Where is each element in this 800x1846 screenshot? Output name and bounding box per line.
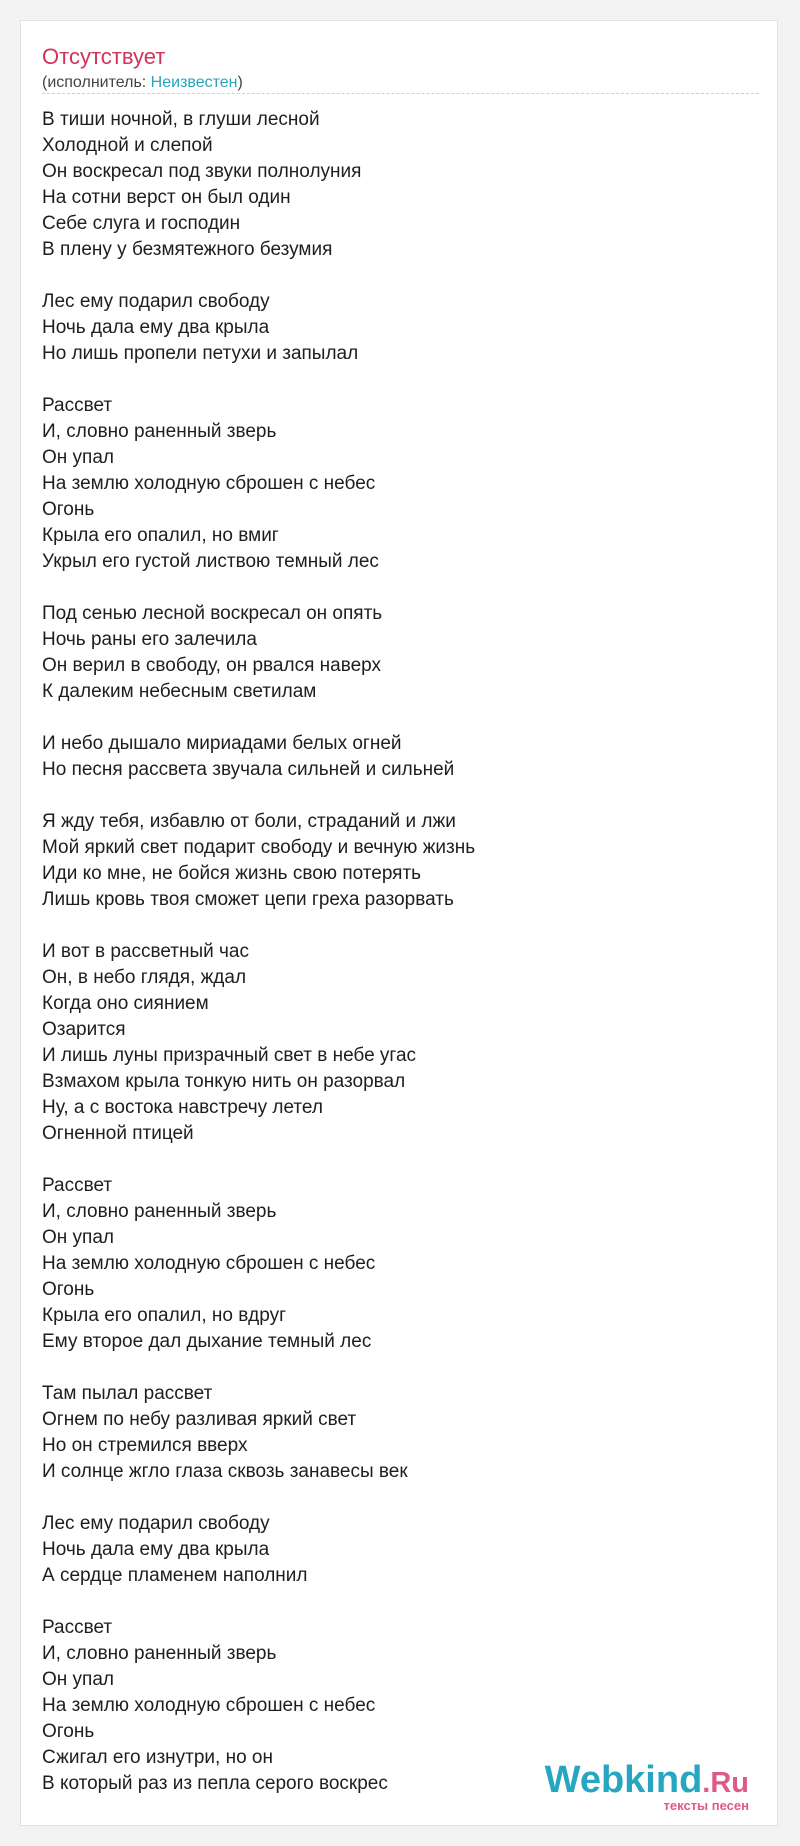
lyric-line: И, словно раненный зверь [42,421,277,442]
lyrics-body [42,107,759,1797]
lyric-line: Но песня рассвета звучала сильней и сильней [42,759,455,780]
lyric-line: Крыла его опалил, но вдруг [42,1305,287,1326]
lyric-line: Огонь [42,499,95,520]
lyric-line: Укрыл его густой листвою темный лес [42,551,379,572]
lyric-line: На сотни верст он был один [42,187,291,208]
stanza-gap [42,1589,759,1615]
performer-prefix: (исполнитель: [42,74,151,91]
lyric-line: И вот в рассветный час [42,941,249,962]
lyric-line: Иди ко мне, не бойся жизнь свою потерять [42,863,422,884]
lyric-line: Ему второе дал дыхание темный лес [42,1331,372,1352]
stanza-gap [42,1485,759,1511]
lyric-line: Он воскресал под звуки полнолуния [42,161,362,182]
lyric-line: На землю холодную сброшен с небес [42,473,376,494]
lyric-line: Он верил в свободу, он рвался наверх [42,655,382,676]
lyric-line: Взмахом крыла тонкую нить он разорвал [42,1071,406,1092]
lyric-line: Он упал [42,447,114,468]
lyric-line: Рассвет [42,1175,113,1196]
lyric-line: Ночь дала ему два крыла [42,1539,270,1560]
lyric-line: Сжигал его изнутри, но он [42,1747,273,1768]
logo-tagline: тексты песен [663,1798,749,1813]
lyric-line: Холодной и слепой [42,135,213,156]
performer-suffix: ) [237,74,243,91]
stanza-gap [42,1355,759,1381]
lyric-line: И небо дышало мириадами белых огней [42,733,402,754]
lyric-line: Когда оно сиянием [42,993,209,1014]
stanza-gap [42,263,759,289]
lyric-line: Он упал [42,1227,114,1248]
lyric-line: Огнем по небу разливая яркий свет [42,1409,357,1430]
lyric-line: К далеким небесным светилам [42,681,317,702]
lyric-line: На землю холодную сброшен с небес [42,1695,376,1716]
lyric-line: И лишь луны призрачный свет в небе угас [42,1045,417,1066]
logo-wordmark [545,1760,749,1803]
lyric-line: Ну, а с востока навстречу летел [42,1097,323,1118]
lyric-line: Лишь кровь твоя сможет цепи греха разорвать [42,889,454,910]
performer-line [42,73,243,93]
stanza-gap [42,367,759,393]
header-divider [42,93,759,94]
lyric-line: И солнце жгло глаза сквозь занавесы век [42,1461,408,1482]
stanza-gap [42,1147,759,1173]
stanza-gap [42,705,759,731]
lyric-line: Ночь раны его залечила [42,629,257,650]
lyric-line: Рассвет [42,1617,113,1638]
lyric-line: Озарится [42,1019,126,1040]
lyric-line: В плену у безмятежного безумия [42,239,333,260]
lyric-line: Но он стремился вверх [42,1435,248,1456]
lyric-line: Огненной птицей [42,1123,194,1144]
stanza-gap [42,783,759,809]
lyric-line: Лес ему подарил свободу [42,291,270,312]
lyric-line: В который раз из пепла серого воскрес [42,1773,388,1794]
lyric-line: И, словно раненный зверь [42,1643,277,1664]
logo-main-text: Webkind [544,1759,703,1801]
lyric-line: Я жду тебя, избавлю от боли, страданий и лжи [42,811,456,832]
lyrics-card [20,20,778,1826]
lyric-line: Там пылал рассвет [42,1383,213,1404]
stanza-gap [42,575,759,601]
lyric-line: Он, в небо глядя, ждал [42,967,247,988]
stanza-gap [42,913,759,939]
lyric-line: Лес ему подарил свободу [42,1513,270,1534]
lyric-line: Под сенью лесной воскресал он опять [42,603,383,624]
lyric-line: Крыла его опалил, но вмиг [42,525,279,546]
lyric-line: И, словно раненный зверь [42,1201,277,1222]
lyric-line: Он упал [42,1669,114,1690]
lyric-line: А сердце пламенем наполнил [42,1565,308,1586]
site-logo[interactable] [545,1760,749,1813]
lyric-line: Себе слуга и господин [42,213,241,234]
lyric-line: Рассвет [42,395,113,416]
lyric-line: Но лишь пропели петухи и запылал [42,343,359,364]
logo-domain-suffix: .Ru [702,1767,749,1799]
artist-link[interactable]: Неизвестен [150,74,238,91]
lyric-line: Ночь дала ему два крыла [42,317,270,338]
lyric-line: Огонь [42,1721,95,1742]
lyric-line: На землю холодную сброшен с небес [42,1253,376,1274]
lyric-line: Мой яркий свет подарит свободу и вечную жизнь [42,837,476,858]
lyric-line: Огонь [42,1279,95,1300]
song-title: Отсутствует [42,44,166,69]
lyric-line: В тиши ночной, в глуши лесной [42,109,320,130]
